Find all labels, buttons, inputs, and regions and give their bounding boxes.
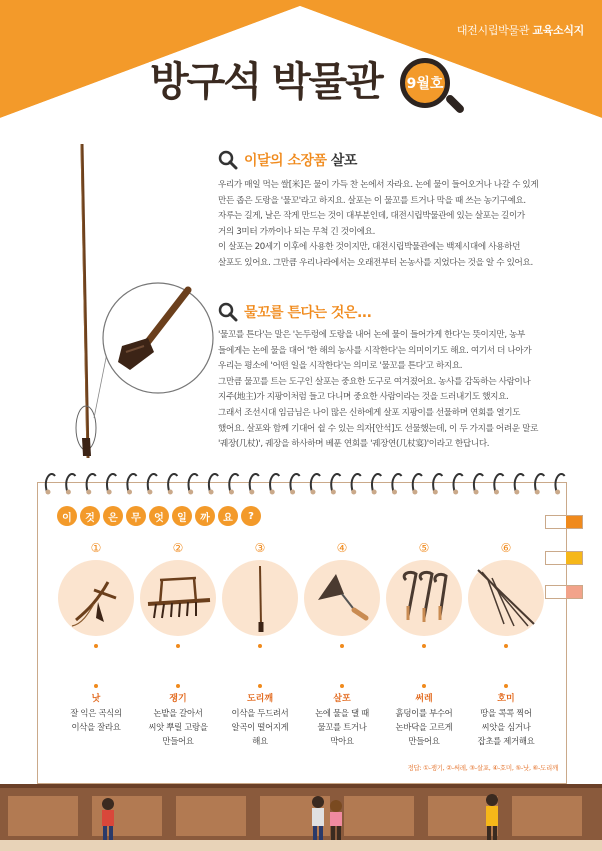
item-desc-line: 잘 익은 곡식의 bbox=[70, 708, 122, 718]
connector-dot bbox=[340, 644, 344, 648]
item-desc-line: 흙덩이를 부수어 bbox=[395, 708, 453, 718]
quiz-item-4 bbox=[300, 540, 384, 748]
notebook-tab bbox=[545, 551, 583, 565]
spiral-ring bbox=[555, 474, 565, 495]
item-desc-line: 해요 bbox=[252, 736, 268, 746]
quiz-title-letter: 요 bbox=[218, 506, 238, 526]
spiral-ring bbox=[351, 474, 361, 495]
item-desc-line: 잡초를 제거해요 bbox=[477, 736, 535, 746]
section-title-dark: 살포 bbox=[330, 153, 357, 169]
spiral-ring bbox=[229, 474, 239, 495]
notebook-tab bbox=[545, 585, 583, 599]
item-desc-line: 이삭을 잘라요 bbox=[71, 722, 121, 732]
item-name: 도리깨 bbox=[246, 694, 274, 704]
quiz-item-3 bbox=[218, 540, 302, 748]
body-line: 했어요. 살포와 함께 기대어 쉴 수 있는 의자[안석]도 선물했는데, 이 두 가지를 어려운 말로 bbox=[218, 423, 539, 434]
publisher-name: 대전시립박물관 bbox=[456, 24, 530, 37]
item-number: ③ bbox=[254, 541, 266, 555]
item-desc-line: 만들어요 bbox=[162, 736, 194, 746]
item-desc-line: 씨앗을 심거나 bbox=[481, 722, 531, 732]
item-desc-line: 알곡이 떨어지게 bbox=[231, 722, 289, 732]
tool-image-circle bbox=[386, 560, 462, 636]
item-name: 써레 bbox=[415, 694, 433, 704]
tool-image-circle bbox=[222, 560, 298, 636]
quiz-title-letter: 엇 bbox=[149, 506, 169, 526]
item-number: ② bbox=[172, 541, 184, 555]
tool-image-circle bbox=[140, 560, 216, 636]
section-title-orange: 이달의 소장품 bbox=[244, 153, 327, 169]
section-title bbox=[244, 302, 371, 322]
spiral-ring bbox=[392, 474, 402, 495]
item-name: 살포 bbox=[333, 694, 351, 704]
item-number: ④ bbox=[336, 541, 348, 555]
quiz-title-letter: 은 bbox=[103, 506, 123, 526]
issue-magnifier-badge bbox=[400, 58, 450, 108]
body-line: 우리가 매일 먹는 쌀[米]은 물이 가득 찬 논에서 자라요. 논에 물이 들어오거나 나갈 수 있게 bbox=[218, 180, 539, 190]
body-line: '물꼬를 튼다'는 말은 '논두렁에 도랑을 내어 논에 물이 들어가게 한다'는 뜻이지만, 농부 bbox=[218, 330, 525, 340]
spiral-ring bbox=[514, 474, 524, 495]
spiral-ring bbox=[107, 474, 117, 495]
connector-dot bbox=[258, 684, 262, 688]
newsletter-title: 방구석 박물관 bbox=[150, 59, 382, 105]
spiral-ring bbox=[270, 474, 280, 495]
spiral-ring bbox=[372, 474, 382, 495]
item-desc-line: 이삭을 두드려서 bbox=[231, 708, 289, 718]
spiral-ring bbox=[66, 474, 76, 495]
spiral-ring bbox=[433, 474, 443, 495]
body-line: '궤장(几杖)', 궤장을 하사하며 베푼 연회를 '궤장연(几杖宴)'이라고 한답니다. bbox=[218, 439, 490, 450]
section1-body bbox=[218, 178, 538, 272]
item-desc-line: 물꼬를 트거나 bbox=[317, 722, 367, 732]
connector-dot bbox=[176, 644, 180, 648]
publisher-suffix: 교육소식지 bbox=[532, 24, 584, 37]
sickles-icon bbox=[386, 560, 462, 636]
spiral-ring bbox=[290, 474, 300, 495]
item-name: 낫 bbox=[91, 694, 101, 704]
item-desc-line: 논밭을 갈아서 bbox=[153, 708, 203, 718]
flail-icon bbox=[468, 560, 544, 636]
section-heading-monthly-item bbox=[218, 150, 357, 170]
section2-body bbox=[218, 328, 538, 453]
connector-dot bbox=[340, 684, 344, 688]
body-line: 그래서 조선시대 임금님은 나이 많은 신하에게 살포 지팡이를 선물하며 연회를 열기도 bbox=[218, 407, 521, 418]
spiral-ring bbox=[86, 474, 96, 495]
spiral-ring bbox=[249, 474, 259, 495]
magnifier-icon bbox=[218, 150, 238, 170]
connector-dot bbox=[94, 684, 98, 688]
item-number: ⑤ bbox=[418, 541, 430, 555]
quiz-answer: 정답: ①-쟁기, ②-써레, ③-살포, ④-호미, ⑤-낫, ⑥-도리깨 bbox=[407, 764, 558, 772]
quiz-title-letter: 일 bbox=[172, 506, 192, 526]
issue-label: 9월호 bbox=[406, 76, 444, 92]
spiral-ring bbox=[188, 474, 198, 495]
publisher-label bbox=[457, 22, 584, 38]
quiz-item-1 bbox=[54, 540, 138, 734]
quiz-title-letter: 까 bbox=[195, 506, 215, 526]
body-line: 들에게는 논에 물을 대어 '한 해의 농사를 시작한다'는 의미이기도 해요. 여기서 더 나아가 bbox=[218, 345, 532, 356]
body-line: 우리는 평소에 '어떤 일을 시작한다'는 의미로 '물꼬를 튼다'고 하지요. bbox=[218, 361, 463, 372]
item-number: ⑥ bbox=[500, 541, 512, 555]
notebook-rings bbox=[37, 468, 567, 498]
magnifier-icon bbox=[218, 302, 238, 322]
rake-icon bbox=[140, 560, 216, 636]
section-heading-mulkko bbox=[218, 302, 371, 322]
item-desc-line: 땅을 콕콕 찍어 bbox=[480, 708, 532, 718]
spiral-ring bbox=[311, 474, 321, 495]
spiral-ring bbox=[331, 474, 341, 495]
body-line: 이 살포는 20세기 이후에 사용한 것이지만, 대전시립박물관에는 백제시대에 사용하던 bbox=[218, 242, 521, 253]
body-line: 만든 좁은 도랑을 '물꼬'라고 하지요. 살포는 이 물꼬를 트거나 막을 때 쓰는 농기구예요. bbox=[218, 195, 526, 206]
item-number: ① bbox=[90, 541, 102, 555]
spiral-ring bbox=[46, 474, 56, 495]
plow-icon bbox=[58, 560, 134, 636]
connector-dot bbox=[176, 684, 180, 688]
quiz-title-letter: 이 bbox=[57, 506, 77, 526]
connector-dot bbox=[258, 644, 262, 648]
section-title-orange: 물꼬를 튼다는 것은... bbox=[244, 305, 372, 321]
item-desc-line: 씨앗 뿌릴 고랑을 bbox=[148, 722, 208, 732]
connector-dot bbox=[422, 684, 426, 688]
spiral-ring bbox=[147, 474, 157, 495]
item-name: 쟁기 bbox=[169, 694, 187, 704]
tool-image-circle bbox=[58, 560, 134, 636]
quiz-title-letter: 무 bbox=[126, 506, 146, 526]
title-wrap bbox=[150, 50, 382, 120]
quiz-title-letter: ? bbox=[241, 506, 261, 526]
spiral-ring bbox=[127, 474, 136, 495]
body-line: 지주(地主)가 지팡이처럼 들고 다니며 중요한 사람이라는 것을 드러내기도 했지요. bbox=[218, 392, 509, 403]
salpo-photo bbox=[60, 138, 220, 478]
item-desc-line: 만들어요 bbox=[408, 736, 440, 746]
spiral-ring bbox=[535, 474, 545, 495]
quiz-title-letter: 것 bbox=[80, 506, 100, 526]
body-line: 그만큼 물꼬를 트는 도구인 살포는 중요한 도구로 여겨졌어요. 농사를 감독하는 사람이나 bbox=[218, 376, 531, 387]
spiral-ring bbox=[453, 474, 463, 495]
item-desc-line: 막아요 bbox=[330, 736, 354, 746]
spiral-ring bbox=[494, 474, 504, 495]
item-desc-line: 논에 물을 댈 때 bbox=[315, 708, 369, 718]
spiral-ring bbox=[474, 474, 484, 495]
section-title bbox=[244, 150, 357, 170]
quiz-title bbox=[57, 506, 261, 526]
tool-image-circle bbox=[468, 560, 544, 636]
spiral-ring bbox=[209, 474, 219, 495]
body-line: 살포도 있어요. 그만큼 우리나라에서는 오래전부터 논농사를 지었다는 것을 알 수 있어요. bbox=[218, 257, 533, 268]
connector-dot bbox=[504, 644, 508, 648]
spiral-ring bbox=[168, 474, 178, 495]
museum-scene-illustration bbox=[0, 784, 602, 851]
connector-dot bbox=[422, 644, 426, 648]
quiz-item-2 bbox=[136, 540, 220, 748]
quiz-item-6 bbox=[464, 540, 548, 748]
body-line: 자루는 길게, 날은 작게 만드는 것이 대부분인데, 대전시립박물관에 있는 살포는 길이가 bbox=[218, 211, 525, 222]
body-line: 거의 3미터 가까이나 되는 무척 긴 것이에요. bbox=[218, 226, 375, 237]
notebook-tab bbox=[545, 515, 583, 529]
spiral-ring bbox=[412, 474, 422, 495]
tool-image-circle bbox=[304, 560, 380, 636]
salpo-icon bbox=[222, 560, 298, 636]
item-desc-line: 논바닥을 고르게 bbox=[395, 722, 453, 732]
connector-dot bbox=[504, 684, 508, 688]
hoe-icon bbox=[304, 560, 380, 636]
item-name: 호미 bbox=[497, 694, 515, 704]
quiz-item-5 bbox=[382, 540, 466, 748]
connector-dot bbox=[94, 644, 98, 648]
